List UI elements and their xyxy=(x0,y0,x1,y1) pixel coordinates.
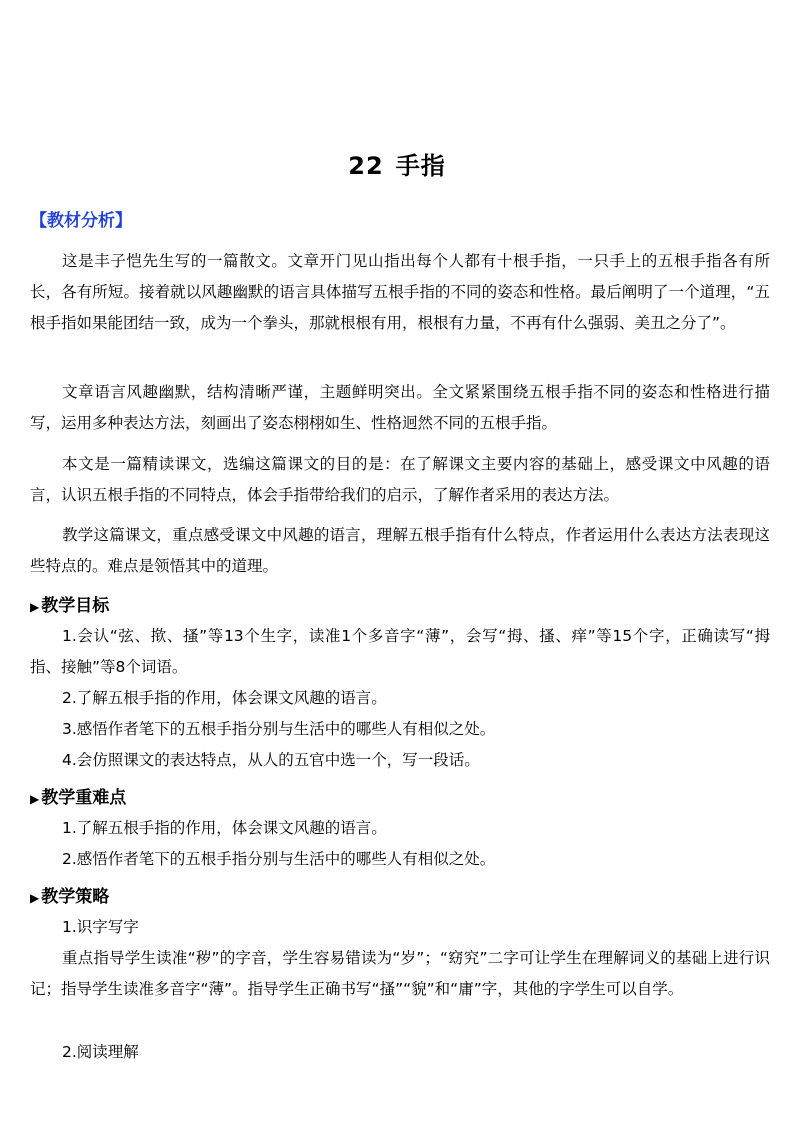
triangle-marker-icon: ▶ xyxy=(30,600,40,614)
analysis-paragraph-3: 本文是一篇精读课文，选编这篇课文的目的是：在了解课文主要内容的基础上，感受课文中风趣的语言，认识五根手指的不同特点，体会手指带给我们的启示，了解作者采用的表达方法。 xyxy=(30,455,770,504)
difficulty-item: 1.了解五根手指的作用，体会课文风趣的语言。 xyxy=(62,819,387,837)
strategy-subheading: 1.识字写字 xyxy=(62,918,139,936)
title-number: 22 xyxy=(348,152,384,180)
analysis-paragraph-1: 这是丰子恺先生写的一篇散文。文章开门见山指出每个人都有十根手指，一只手上的五根手指各有所长，各有所短。接着就以风趣幽默的语言具体描写五根手指的不同的姿态和性格。最后阐明了一个道理，“五根手指如果能团结一致，成为一个拳头，那就根根有用，根根有力量，不再有什么强弱、美丑之分了”。 xyxy=(30,252,770,332)
analysis-paragraph-4: 教学这篇课文，重点感受课文中风趣的语言，理解五根手指有什么特点，作者运用什么表达方法表现这些特点的。难点是领悟其中的道理。 xyxy=(30,526,770,575)
objective-item: 2.了解五根手指的作用，体会课文风趣的语言。 xyxy=(62,689,387,707)
heading-label: 教学策略 xyxy=(41,887,110,907)
heading-textbook-analysis: 【教材分析】 xyxy=(30,211,132,231)
triangle-marker-icon: ▶ xyxy=(30,891,40,905)
difficulty-item: 2.感悟作者笔下的五根手指分别与生活中的哪些人有相似之处。 xyxy=(62,850,496,868)
heading-teaching-strategy xyxy=(30,882,109,907)
objective-item: 1.会认“弦、揿、搔”等13个生字，读准1个多音字“薄”，会写“拇、搔、痒”等15个字，正确读写“拇指、接触”等8个词语。 xyxy=(30,627,770,676)
strategy-paragraph-1: 重点指导学生读准“秽”的字音，学生容易错读为“岁”；“窈究”二字可让学生在理解词义的基础上进行识记；指导学生读准多音字“薄”。指导学生正确书写“搔”“貌”和“庸”字，其他的字学生可以自学。 xyxy=(30,949,770,998)
analysis-paragraph-2: 文章语言风趣幽默，结构清晰严谨，主题鲜明突出。全文紧紧围绕五根手指不同的姿态和性格进行描写，运用多种表达方法，刻画出了姿态栩栩如生、性格迥然不同的五根手指。 xyxy=(30,383,770,432)
objective-item: 3.感悟作者笔下的五根手指分别与生活中的哪些人有相似之处。 xyxy=(62,720,496,738)
strategy-subheading: 2.阅读理解 xyxy=(62,1043,139,1061)
triangle-marker-icon: ▶ xyxy=(30,792,40,806)
title-text: 手指 xyxy=(395,152,446,180)
heading-teaching-objectives xyxy=(30,591,109,616)
heading-label: 教学目标 xyxy=(41,596,110,616)
objective-item: 4.会仿照课文的表达特点，从人的五官中选一个，写一段话。 xyxy=(62,751,480,769)
page-title xyxy=(0,146,794,181)
heading-label: 教学重难点 xyxy=(41,788,127,808)
heading-key-difficulties xyxy=(30,783,126,808)
